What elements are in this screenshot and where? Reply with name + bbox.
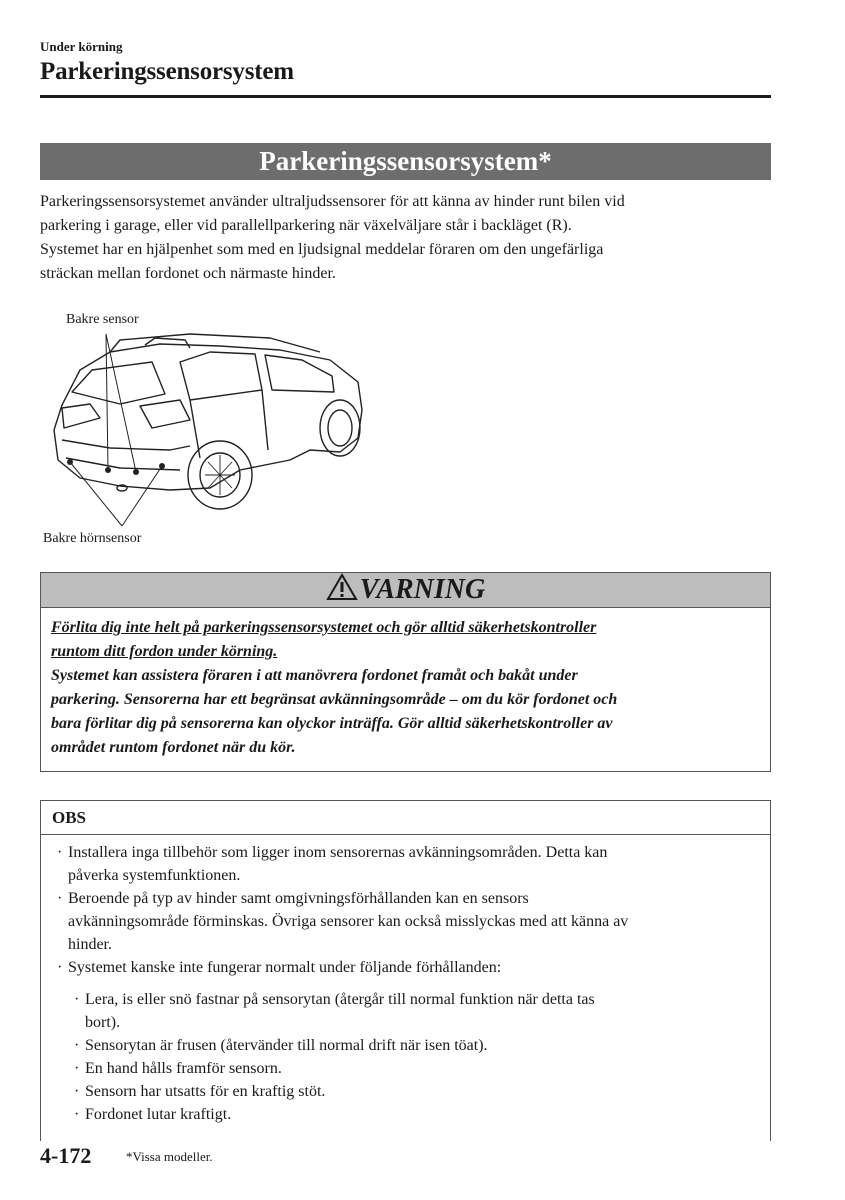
bullet: · (57, 844, 63, 861)
warning-triangle-icon (326, 573, 358, 601)
section-label: Under körning (40, 39, 123, 54)
section-title-bar: Parkeringssensorsystem* (40, 143, 771, 180)
note-list (41, 835, 770, 1126)
warning-line: Systemet kan assistera föraren i att manövrera fordonet framåt och bakåt under (51, 667, 578, 684)
bullet: · (57, 959, 63, 976)
list-item-line: En hand hålls framför sensorn. (85, 1060, 282, 1077)
sub-list-item (74, 1103, 760, 1126)
page-header-title: Parkeringssensorsystem (40, 58, 294, 85)
bullet: · (74, 991, 80, 1008)
rear-sensor-label: Bakre sensor (66, 312, 139, 327)
list-item-line: Sensorn har utsatts för en kraftig stöt. (85, 1083, 326, 1100)
intro-line: Parkeringssensorsystemet använder ultraljudssensorer för att känna av hinder runt bilen vid (40, 193, 625, 210)
list-item (57, 887, 760, 956)
intro-line: sträckan mellan fordonet och närmaste hinder. (40, 265, 336, 282)
bullet: · (74, 1083, 80, 1100)
bullet: · (74, 1060, 80, 1077)
list-item-line: avkänningsområde förminskas. Övriga sensorer kan också misslyckas med att känna av (68, 913, 629, 930)
list-item-line: påverka systemfunktionen. (68, 867, 241, 884)
note-header: OBS (41, 801, 770, 835)
warning-box (40, 572, 771, 772)
footnote: *Vissa modeller. (126, 1149, 213, 1164)
warning-title: VARNING (359, 574, 486, 605)
bullet: · (57, 890, 63, 907)
bullet: · (74, 1106, 80, 1123)
sub-list-item (74, 1057, 760, 1080)
list-item-line: Beroende på typ av hinder samt omgivningsförhållanden kan en sensors (68, 890, 529, 907)
car-sensor-figure (40, 310, 380, 555)
bullet: · (74, 1037, 80, 1054)
list-item (57, 956, 760, 979)
intro-line: parkering i garage, eller vid parallellparkering när växelväljare står i backläget (R). (40, 217, 572, 234)
warning-line: parkering. Sensorerna har ett begränsat avkänningsområde – om du kör fordonet och (51, 691, 618, 708)
intro-paragraph (40, 190, 775, 286)
page-number: 4-172 (40, 1143, 92, 1168)
list-item-line: Systemet kanske inte fungerar normalt under följande förhållanden: (68, 959, 502, 976)
warning-line: området runtom fordonet när du kör. (51, 739, 296, 756)
sub-list-item (74, 1080, 760, 1103)
sub-list-item (74, 1034, 760, 1057)
warning-line: Förlita dig inte helt på parkeringssensorsystemet och gör alltid säkerhetskontroller (51, 619, 597, 636)
list-item-line: hinder. (68, 936, 112, 953)
list-item-line: Sensorytan är frusen (återvänder till normal drift när isen töat). (85, 1037, 488, 1054)
warning-line: runtom ditt fordon under körning. (51, 643, 278, 660)
warning-line: bara förlitar dig på sensorerna kan olyckor inträffa. Gör alltid säkerhetskontroller av (51, 715, 613, 732)
list-item-line: Lera, is eller snö fastnar på sensorytan (återgår till normal funktion när detta tas (85, 991, 595, 1008)
warning-header (41, 573, 770, 608)
note-box (40, 800, 771, 1141)
rear-corner-sensor-label: Bakre hörnsensor (43, 531, 142, 546)
car-illustration (40, 310, 380, 555)
list-item (57, 841, 760, 887)
warning-text (41, 608, 770, 760)
list-item-line: Fordonet lutar kraftigt. (85, 1106, 232, 1123)
list-item-line: Installera inga tillbehör som ligger inom sensorernas avkänningsområden. Detta kan (68, 844, 608, 861)
list-item-line: bort). (85, 1014, 121, 1031)
sub-list-item (74, 988, 760, 1034)
intro-line: Systemet har en hjälpenhet som med en ljudsignal meddelar föraren om den ungefärliga (40, 241, 604, 258)
header-rule (40, 95, 771, 98)
